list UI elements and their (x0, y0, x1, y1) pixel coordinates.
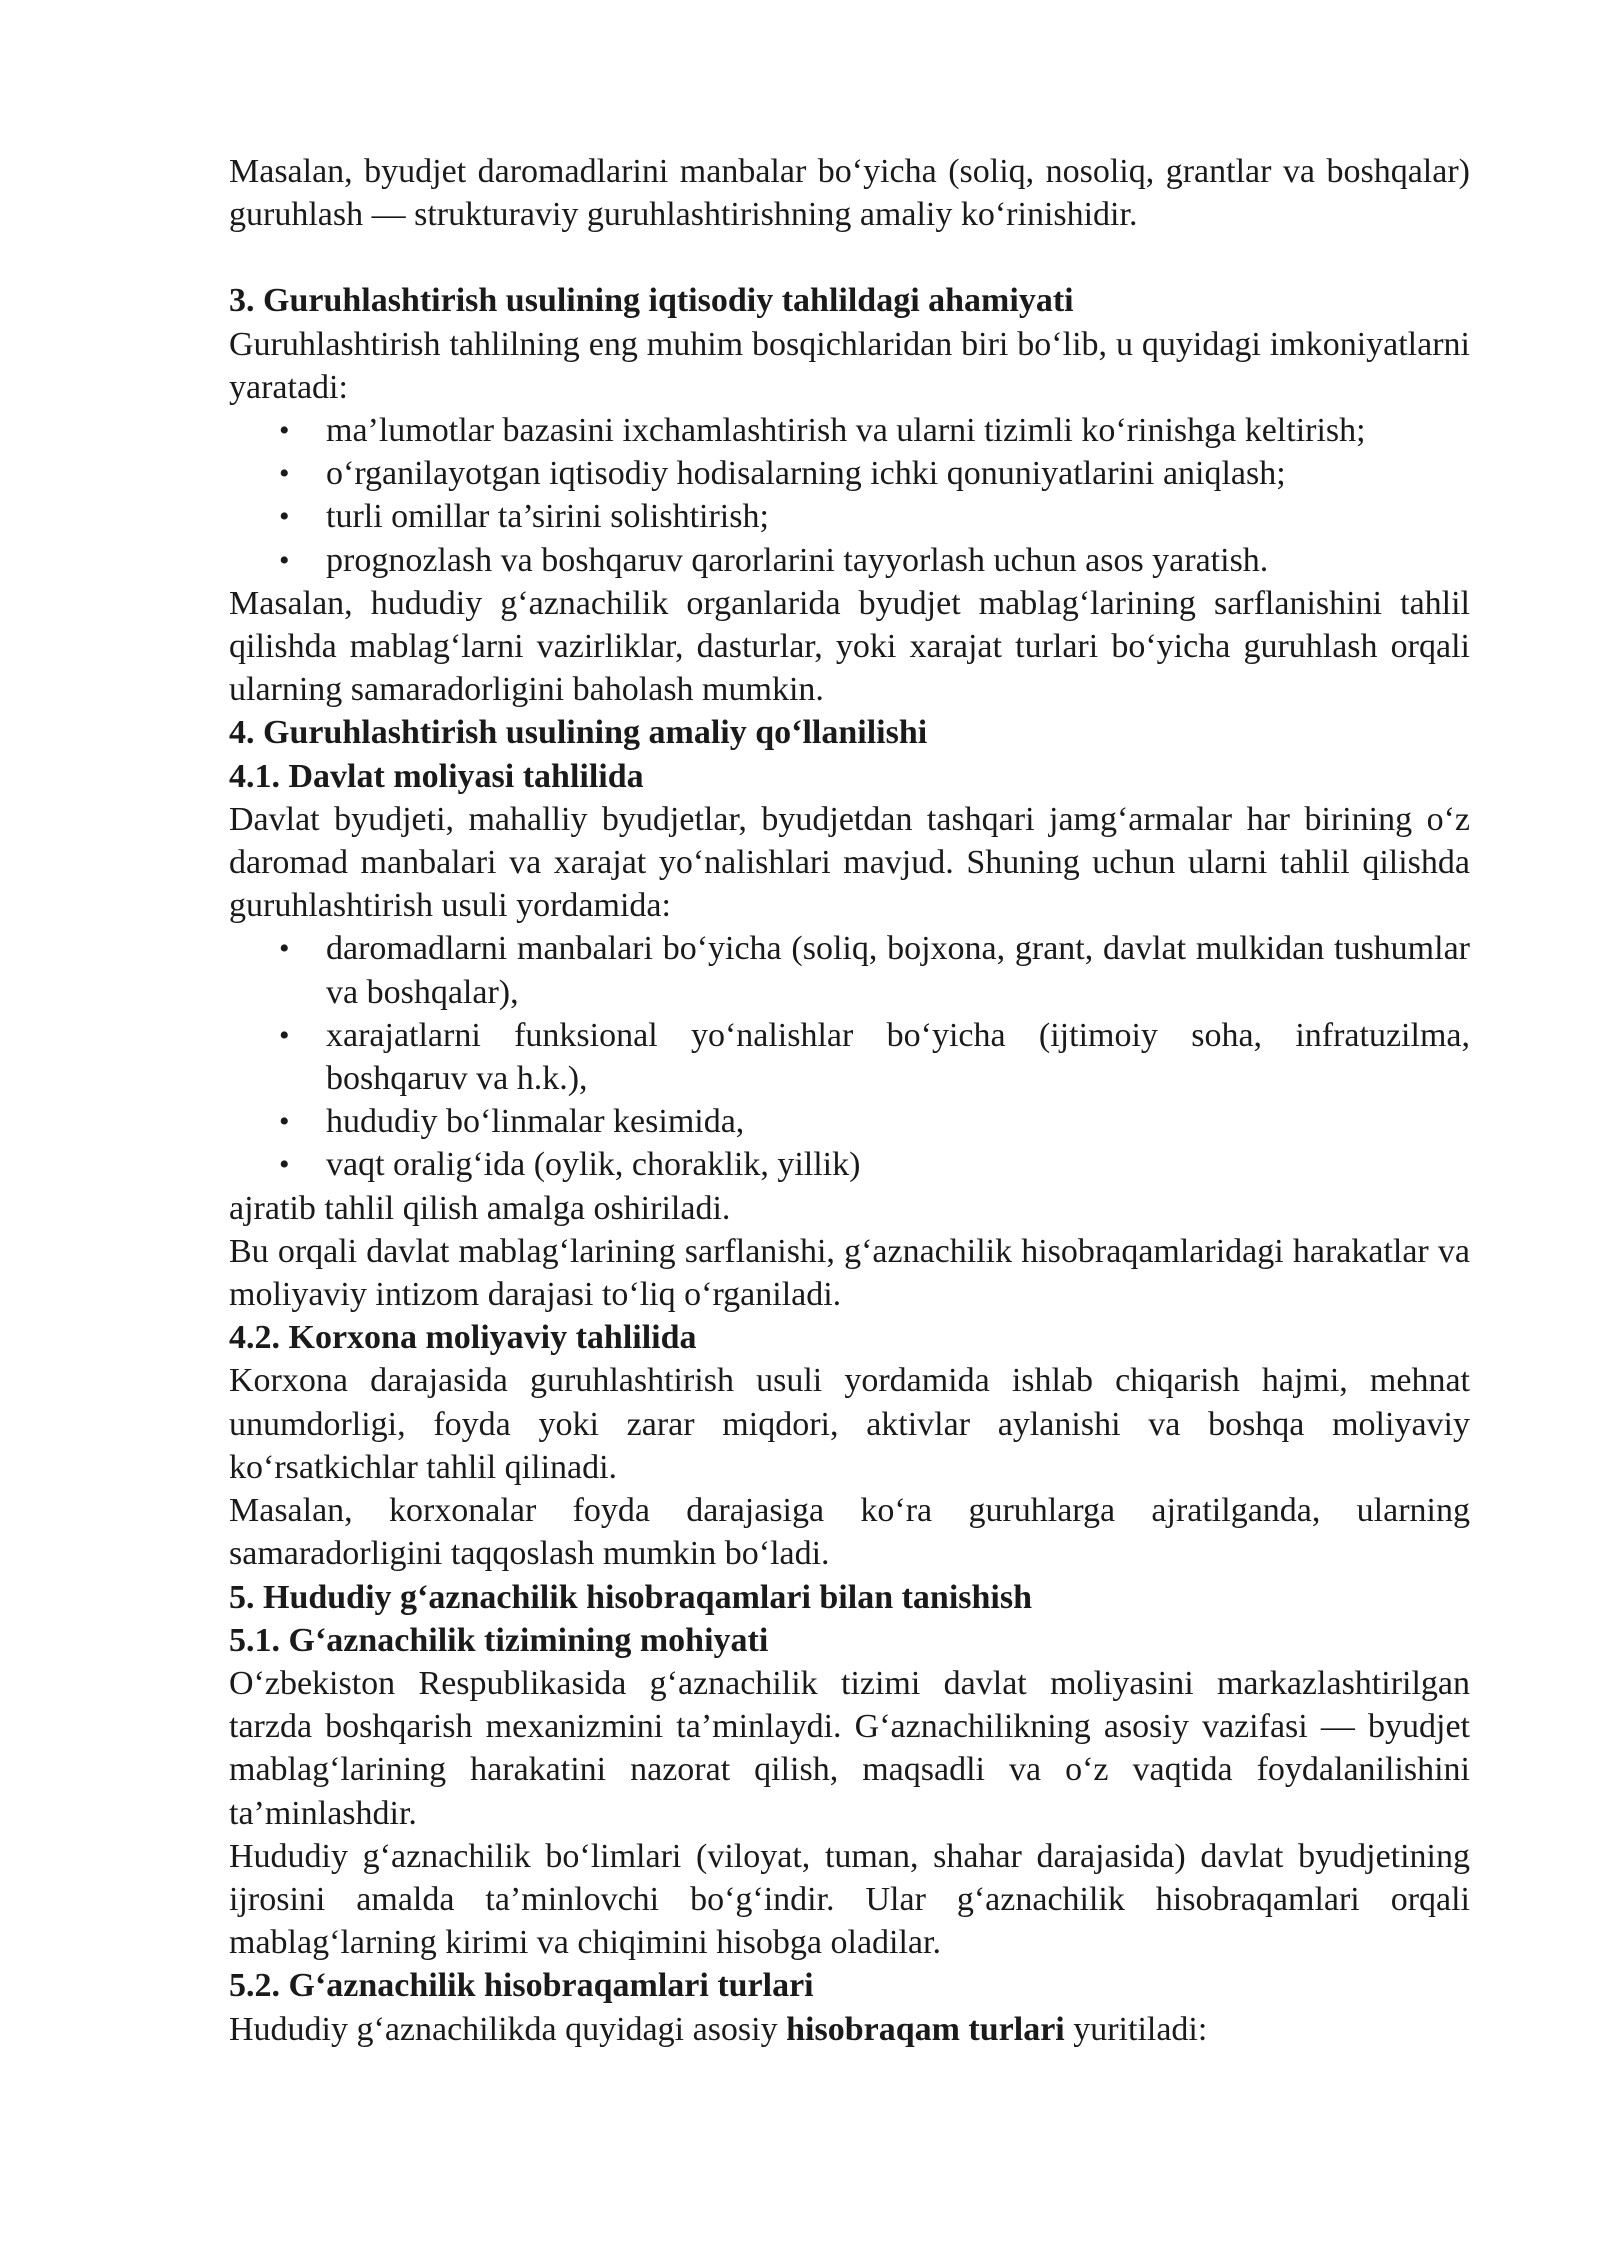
section-4-1-paragraph-1: Davlat byudjeti, mahalliy byudjetlar, byudjetdan tashqari jamg‘armalar har birining o‘z daromad manbalari va xarajat yo‘nalishlari mavjud. Shuning uchun ularni tahlil qilishda guruhlashtirish usuli yordamida: (229, 800, 1470, 925)
section-4-2-heading: 4.2. Korxona moliyaviy tahlilida (229, 1319, 697, 1357)
section-5-1-paragraph-1: O‘zbekiston Respublikasida g‘aznachilik tizimi davlat moliyasini markazlashtirilgan tarzda boshqarish mexanizmini ta’minlaydi. G‘aznachilikning asosiy vazifasi — byudjet mablag‘larining harakatini nazorat qilish, maqsadli va o‘z vaqtida foydalanilishini ta’minlashdir. (229, 1664, 1470, 1832)
list-item: • ma’lumotlar bazasini ixchamlashtirish va ularni tizimli ko‘rinishga keltirish; (326, 409, 1470, 452)
paragraph-gap (229, 236, 1470, 279)
bold-term: hisobraqam turlari (786, 2010, 1065, 2048)
list-item: • xarajatlarni funksional yo‘nalishlar bo‘yicha (ijtimoiy soha, infratuzilma, boshqaruv va h.k.), (326, 1014, 1470, 1100)
text-run: yuritiladi: (1064, 2010, 1208, 2048)
text-run: Hududiy g‘aznachilikda quyidagi asosiy (229, 2010, 787, 2048)
section-4-1-paragraph-3: Bu orqali davlat mablag‘larining sarflanishi, g‘aznachilik hisobraqamlaridagi harakatlar va moliyaviy intizom darajasi to‘liq o‘rganiladi. (229, 1232, 1470, 1314)
section-3-paragraph-1: Guruhlashtirish tahlilning eng muhim bosqichlaridan biri bo‘lib, u quyidagi imkoniyatlarni yaratadi: (229, 325, 1470, 406)
section-3-bullet-list (229, 409, 1470, 582)
section-4-1-heading: 4.1. Davlat moliyasi tahlilida (229, 757, 644, 795)
section-5-1-paragraph-2: Hududiy g‘aznachilik bo‘limlari (viloyat, tuman, shahar darajasida) davlat byudjetining ijrosini amalda ta’minlovchi bo‘g‘indir. Ular g‘aznachilik hisobraqamlari orqali mablag‘larning kirimi va chiqimini hisobga oladilar. (229, 1837, 1470, 1962)
intro-paragraph: Masalan, byudjet daromadlarini manbalar bo‘yicha (soliq, nosoliq, grantlar va boshqalar) guruhlash — strukturaviy guruhlashtirishning amaliy ko‘rinishidir. (229, 153, 1470, 234)
list-item: • hududiy bo‘linmalar kesimida, (326, 1100, 1470, 1143)
section-4-heading: 4. Guruhlashtirish usulining amaliy qo‘llanilishi (229, 714, 928, 752)
list-item: • prognozlash va boshqaruv qarorlarini tayyorlash uchun asos yaratish. (326, 539, 1470, 582)
section-3-heading: 3. Guruhlashtirish usulining iqtisodiy tahlildagi ahamiyati (229, 282, 1074, 320)
section-5-heading: 5. Hududiy g‘aznachilik hisobraqamlari bilan tanishish (229, 1578, 1033, 1616)
section-3-paragraph-2: Masalan, hududiy g‘aznachilik organlarida byudjet mablag‘larining sarflanishini tahlil qilishda mablag‘larni vazirliklar, dasturlar, yoki xarajat turlari bo‘yicha guruhlash orqali ularning samaradorligini baholash mumkin. (229, 584, 1470, 709)
list-item: • o‘rganilayotgan iqtisodiy hodisalarning ichki qonuniyatlarini aniqlash; (326, 452, 1470, 495)
list-item: • daromadlarni manbalari bo‘yicha (soliq, bojxona, grant, davlat mulkidan tushumlar va boshqalar), (326, 927, 1470, 1013)
list-item: • vaqt oralig‘ida (oylik, choraklik, yillik) (326, 1143, 1470, 1186)
section-5-1-heading: 5.1. G‘aznachilik tizimining mohiyati (229, 1621, 769, 1659)
list-item: • turli omillar ta’sirini solishtirish; (326, 495, 1470, 538)
section-4-1-bullet-list (229, 927, 1470, 1186)
section-5-2-paragraph-1 (229, 2008, 1470, 2051)
section-4-1-paragraph-2: ajratib tahlil qilish amalga oshiriladi. (229, 1189, 731, 1227)
section-4-2-paragraph-2: Masalan, korxonalar foyda darajasiga ko‘ra guruhlarga ajratilganda, ularning samaradorligini taqqoslash mumkin bo‘ladi. (229, 1492, 1470, 1573)
section-4-2-paragraph-1: Korxona darajasida guruhlashtirish usuli yordamida ishlab chiqarish hajmi, mehnat unumdorligi, foyda yoki zarar miqdori, aktivlar aylanishi va boshqa moliyaviy ko‘rsatkichlar tahlil qilinadi. (229, 1362, 1470, 1486)
section-5-2-heading: 5.2. G‘aznachilik hisobraqamlari turlari (229, 1967, 814, 2005)
